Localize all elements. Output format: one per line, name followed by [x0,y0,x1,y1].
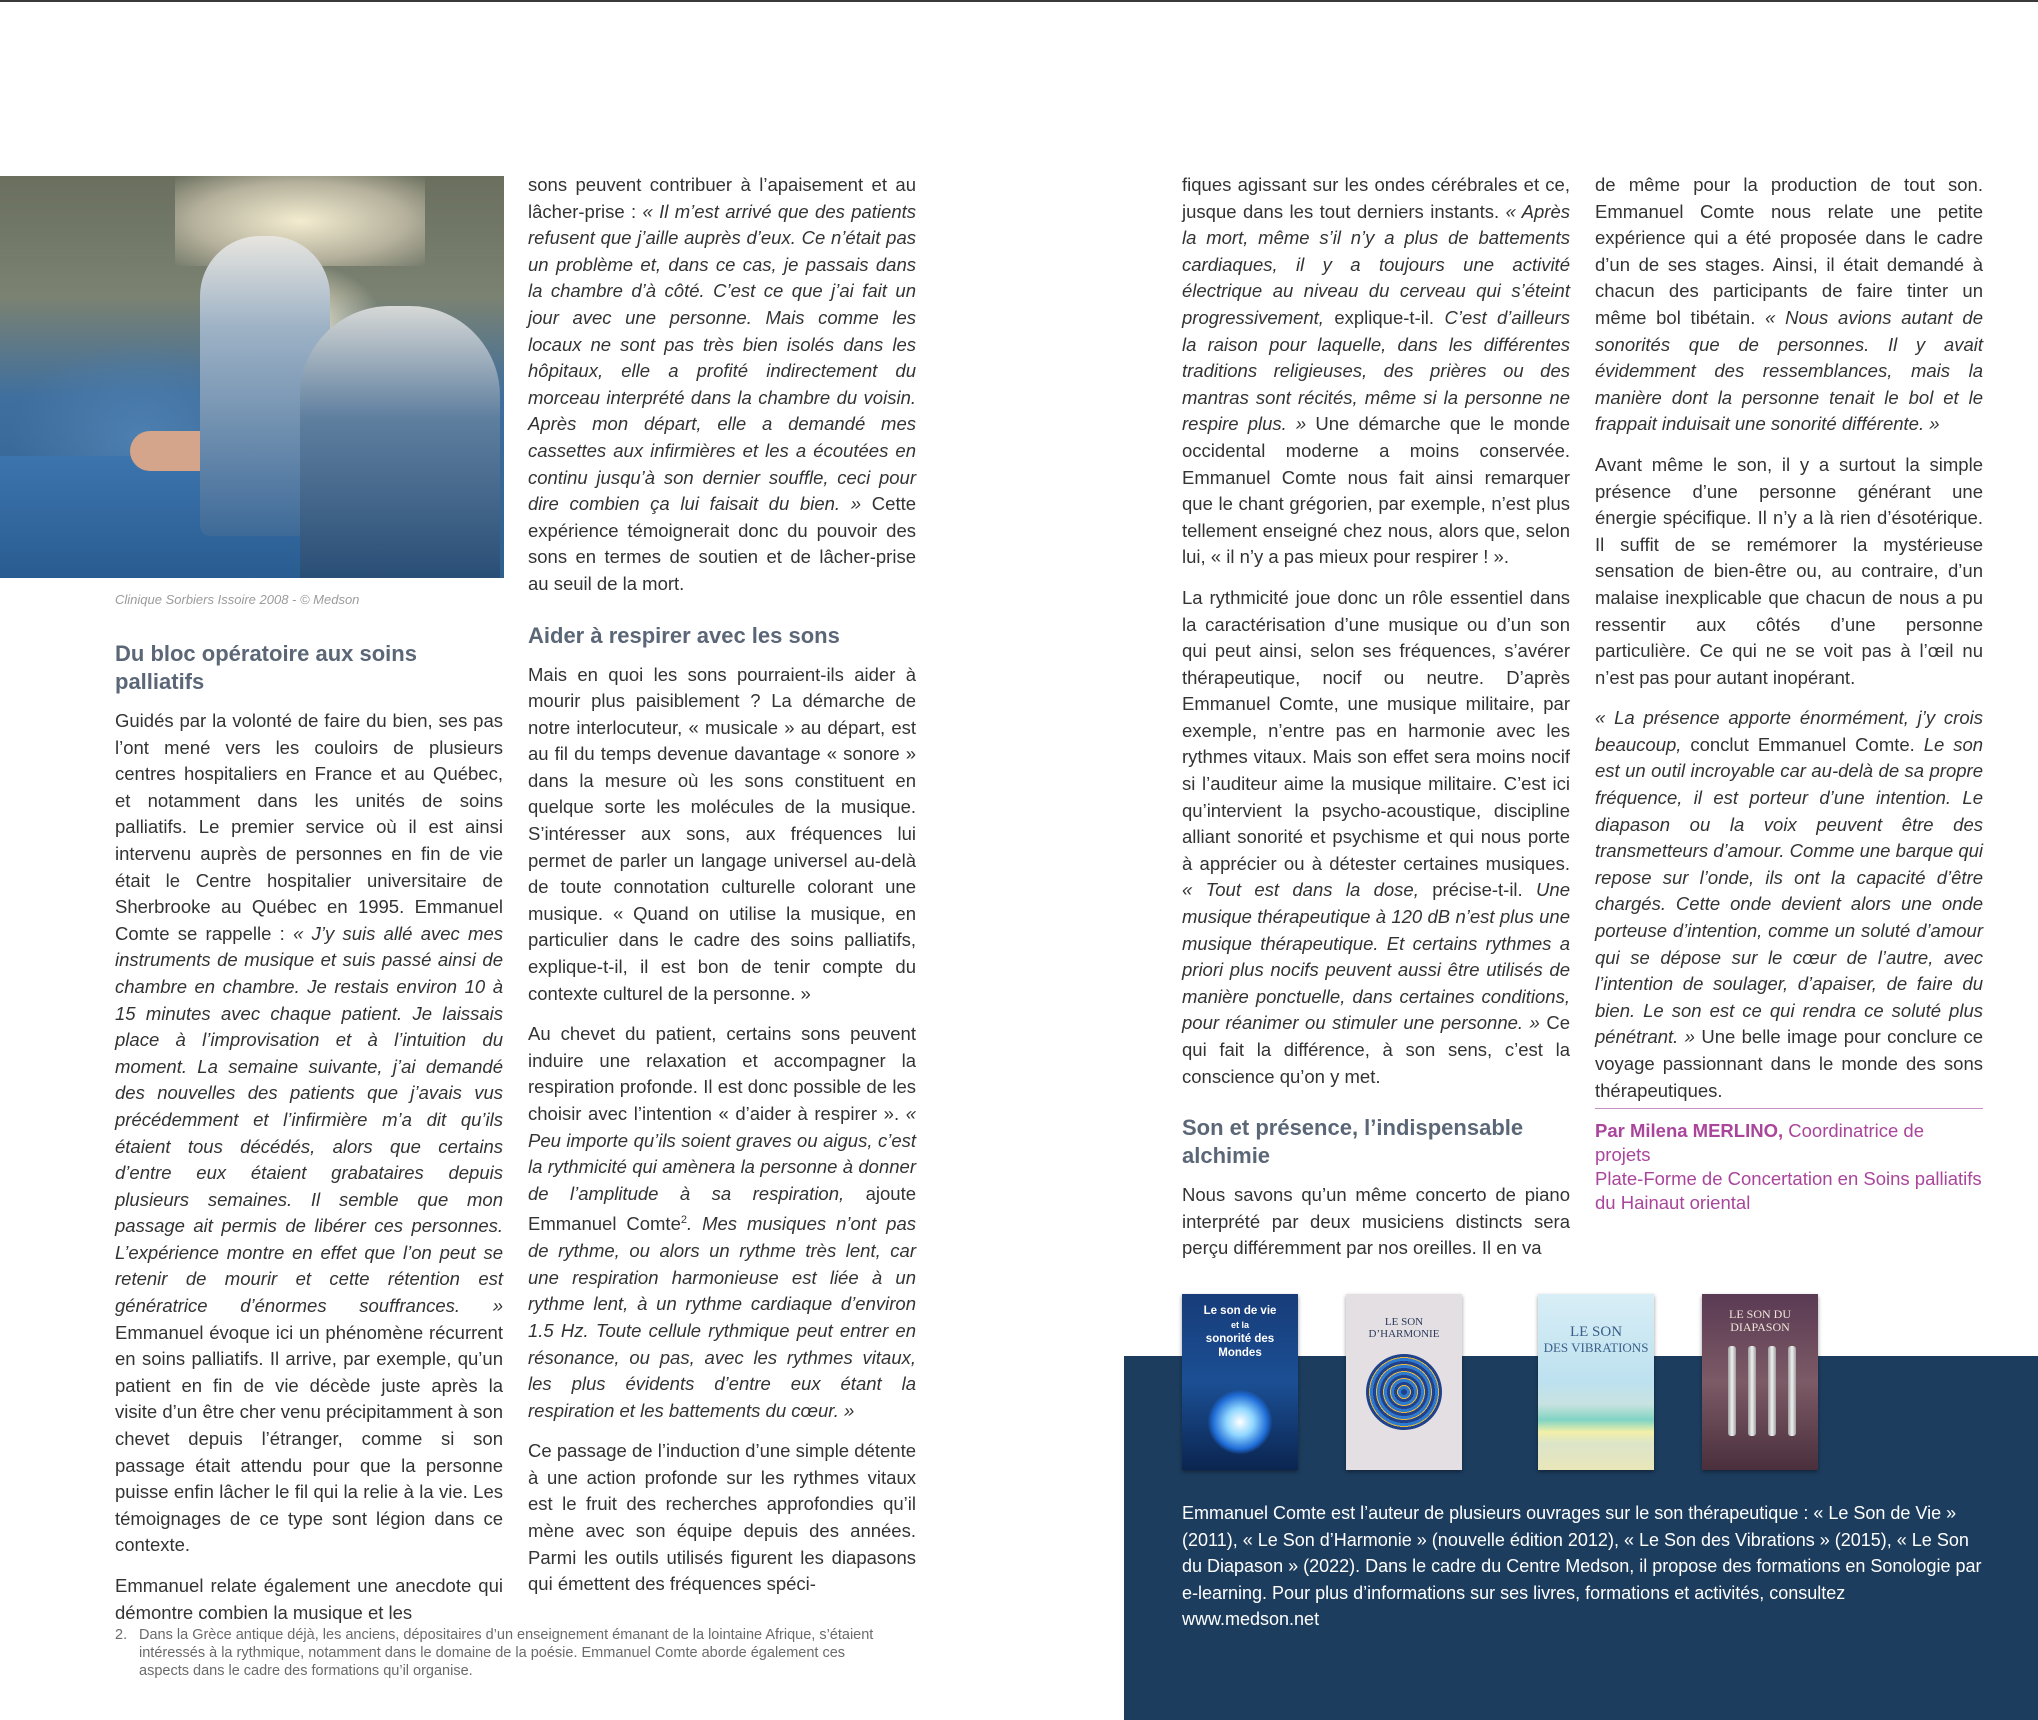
paragraph: sons peuvent contribuer à l’apaisement et au lâcher-prise : « Il m’est arrivé que des patients refusent que j’aille auprès d’eux. Ce n’était pas un problème et, dans ce cas, je passais dans la chambre d’à côté. C’est ce que j’ai fait un jour avec une personne. Mais comme les locaux ne sont pas très bien isolés dans les hôpitaux, elle a profité indirectement du morceau interprété dans la chambre du voisin. Après mon départ, elle a demandé mes cassettes aux infirmières et les a écoutées en continu jusqu’à son dernier souffle, ceci pour dire combien ça lui faisait du bien. » Cette expérience témoignerait donc du pouvoir des sons en termes de soutien et de lâcher-prise au seuil de la mort. [528,174,917,594]
quote: . Mes musiques n’ont pas de rythme, ou alors un rythme très lent, car une respiration harmonieuse est liée à un rythme lent, à un rythme cardiaque d’environ 1.5 Hz. Toute cellule rythmique peut entrer en résonance, ou pas, avec les rythmes vitaux, les plus évidents d’entre eux étant la respiration et les battements du cœur. » [528,1213,916,1421]
footnote-number: 2. [115,1627,128,1643]
paragraph: Au chevet du patient, certains sons peuvent induire une relaxation et accompagner la respiration profonde. Il est donc possible de les choisir avec l’intention « d’aider à respirer ». « Peu importe qu’ils soient graves ou aigus, c’est la rythmicité qui amènera la personne à donner de l’amplitude à sa respiration, ajoute Emmanuel Comte$^2$. Mes musiques n’ont pas de rythme, ou alors un rythme très lent, car une respiration harmonieuse est liée à un rythme lent, à un rythme cardiaque d’environ 1.5 Hz. Toute cellule rythmique peut entrer en résonance, ou pas, avec les rythmes vitaux, les plus évidents d’entre eux étant la respiration et les battements du cœur. » [528,1023,916,1421]
quote: « J’y suis allé avec mes instruments de musique et suis passé ainsi de chambre en chambre. Je restais environ 10 à 15 minutes avec chaque patient. Je laissais place à l’improvisation et à l’intuition du moment. La semaine suivante, j’ai demandé des nouvelles des patients que j’avais vus précédemment et l’infirmière m’a dit qu’ils étaient tous décédés, alors que certains d’entre eux étaient grabataires depuis plusieurs semaines. Il semble que mon passage ait permis de libérer ces personnes. L’expérience montre en effet que l’on peut se retenir de mourir et cette rétention est génératrice d’énormes souffrances. » [115,922,504,1317]
quote: « Peu importe qu’ils soient graves ou aigus, c’est la rythmicité qui amènera la personne à donner de l’amplitude à sa respiration, [528,1103,916,1204]
quote: C’est d’ailleurs la raison pour laquelle, dans les différentes traditions religieuses, des prières ou des mantras sont récités, même si la personne ne respire plus. » [1182,306,1571,435]
quote: « Tout est dans la dose, [1182,879,1419,901]
book-cover-son-vibrations [1538,1294,1654,1470]
orb-illustration [1208,1390,1272,1454]
footnote-ref: 2 [680,1214,687,1227]
column-3 [1182,172,1570,1276]
author-org: Plate-Forme de Concertation en Soins palliatifs du Hainaut oriental [1595,1168,1982,1213]
paragraph: Mais en quoi les sons pourraient-ils aider à mourir plus paisiblement ? La démarche de notre interlocuteur, « musicale » au départ, est au fil du temps devenue davantage « sonore » dans la mesure où les sons constituent en quelque sorte les molécules de la musique. S’intéresser aux sons, aux fréquences lui permet de parler un langage universel au-delà de toute connotation culturelle colorant une musique. « Quand on utilise la musique, en particulier dans le cadre des soins palliatifs, explique-t-il, il est bon de tenir compte du contexte culturel de la personne. » [528,663,916,1004]
quote: Une musique thérapeutique à 120 dB n’est plus une musique thérapeutique. Et certains rythmes a priori plus nocifs peuvent aussi être utilisés de manière ponctuelle, dans certaines conditions, pour réanimer ou stimuler une personne. » [1182,879,1570,1034]
paragraph: Avant même le son, il y a surtout la simple présence d’une personne générant une énergie spécifique. Il n’y a là rien d’ésotérique. Il suffit de se remémorer la mystérieuse sensation de bien-être ou, au contraire, d’un malaise inexplicable que chacun de nous a pu ressentir aux côtés d’une personne particulière. Ce qui ne se voit pas à l’œil nu n’est pas pour autant inopérant. [1595,453,1983,688]
section-heading: Du bloc opératoire aux soins palliatifs [115,641,417,694]
book-title: LE SON DES VIBRATIONS [1543,1324,1649,1355]
author-role: Coordinatrice de projets [1595,1120,1925,1165]
quote: « Il m’est arrivé que des patients refusent que j’aille auprès d’eux. Ce n’était pas un problème et, dans ce cas, je passais dans la chambre d’à côté. C’est ce que j’ai fait un jour avec une personne. Mais comme les locaux ne sont pas très bien isolés dans les hôpitaux, elle a profité indirectement du morceau interprété dans la chambre du voisin. Après mon départ, elle a demandé mes cassettes aux infirmières et les a écoutées en continu jusqu’à son dernier souffle, ceci pour dire combien ça lui faisait du bien. » [528,200,917,515]
quote: « La présence apporte énormément, j’y crois beaucoup, [1595,707,1983,755]
column-4 [1595,172,1983,1118]
tuning-fork-illustration [1788,1346,1796,1436]
top-rule [0,0,2038,2]
paragraph: Guidés par la volonté de faire du bien, ses pas l’ont mené vers les couloirs de plusieurs centres hospitaliers en France et au Québec, et notamment dans les unités de soins palliatifs. Le premier service où il est ainsi intervenu auprès de personnes en fin de vie était le Centre hospitalier universitaire de Sherbrooke au Québec en 1995. Emmanuel Comte se rappelle : « J’y suis allé avec mes instruments de musique et suis passé ainsi de chambre en chambre. Je restais environ 10 à 15 minutes avec chaque patient. Je laissais place à l’improvisation et à l’intuition du moment. La semaine suivante, j’ai demandé des nouvelles des patients que j’avais vus précédemment et l’infirmière m’a dit qu’ils étaient tous décédés, alors que certains d’entre eux étaient grabataires depuis plusieurs semaines. Il semble que mon passage ait permis de libérer ces personnes. L’expérience montre en effet que l’on peut se retenir de mourir et cette rétention est génératrice d’énormes souffrances. » Emmanuel évoque ici un phénomène récurrent en soins palliatifs. Il arrive, par exemple, qu’un patient en fin de vie décède juste après la visite d’un être cher venu précipitamment à son chevet depuis l’étranger, comme si son passage était attendu pour que la personne puisse enfin lâcher le fil qui la relie à la vie. Les témoignages de ce type sont légion dans ce contexte. [115,710,504,1556]
section-heading: Aider à respirer avec les sons [528,622,840,648]
author-blurb: Emmanuel Comte est l’auteur de plusieurs ouvrages sur le son thérapeutique : « Le Son de Vie » (2011), « Le Son d’Harmonie » (nouvelle édition 2012), « Le Son des Vibrations » (2015), « Le Son du Diapason » (2022). Dans le cadre du Centre Medson, il propose des formations en Sonologie par e-learning. Pour plus d’informations sur ses livres, formations et activités, consultez www.medson.net [1182,1503,1982,1629]
paragraph: Ce passage de l’induction d’une simple détente à une action profonde sur les rythmes vitaux est le fruit des recherches approfondies qu’il mène avec son équipe depuis des années. Parmi les outils utilisés figurent les diapasons qui émettent des fréquences spéci- [528,1440,916,1595]
paragraph: « La présence apporte énormément, j’y crois beaucoup, conclut Emmanuel Comte. Le son est un outil incroyable car au-delà de sa propre fréquence, il est porteur d’une intention. Le diapason ou la voix peuvent être des transmetteurs d’amour. Comme une barque qui repose sur l’onde, ils ont la capacité d’être chargés. Cette onde devient alors une onde porteuse d’intention, comme un soluté d’amour qui se dépose sur le cœur de l’autre, avec l’intention de soulager, d’apaiser, de faire du bien. Le son est ce qui rendra ce soluté plus pénétrant. » Une belle image pour conclure ce voyage passionnant dans le monde des sons thérapeutiques. [1595,707,1984,1101]
quote: Le son est un outil incroyable car au-delà de sa propre fréquence, il est porteur d’une intention. Le diapason ou la voix peuvent être des transmetteurs d’amour. Comme une barque qui repose sur l’onde, ils ont la capacité d’être chargés. Cette onde devient alors une onde porteuse d’intention, comme un soluté d’amour qui se dépose sur le cœur de l’autre, avec l’intention de soulager, d’apaiser, de faire du bien. Le son est ce qui rendra ce soluté plus pénétrant. » [1595,733,1984,1048]
author-signature [1595,1108,1983,1215]
quote: « Nous avions autant de sonorités que de personnes. Il y avait évidemment des ressemblances, mais la manière dont la personne tenait le bol et le frappait induisait une sonorité différente. » [1595,306,1983,435]
column-2 [528,172,916,1612]
book-title: Le son de vie et la sonorité des Mondes [1203,1305,1277,1359]
paragraph: Nous savons qu’un même concerto de piano interprété par deux musiciens distincts sera perçu différemment par nos oreilles. Il en va [1182,1184,1570,1259]
book-title: LE SON D’HARMONIE [1368,1316,1440,1340]
quote: « Après la mort, même s’il n’y a plus de battements cardiaques, il y a toujours une activité électrique au niveau du cerveau qui s’éteint progressivement, [1182,200,1571,328]
paragraph: La rythmicité joue donc un rôle essentiel dans la caractérisation d’une musique ou d’un son qui peut ainsi, selon ses fréquences, s’avérer thérapeutique, nocif ou neutre. D’après Emmanuel Comte, une musique militaire, par exemple, n’entre pas en harmonie avec les rythmes vitaux. Mais son effet sera moins nocif si l’auditeur aime la musique militaire. C’est ici qu’intervient la psycho-acoustique, discipline alliant sonorité et psychisme et qui nous porte à apprécier ou à détester certaines musiques. « Tout est dans la dose, précise-t-il. Une musique thérapeutique à 120 dB n’est plus une musique thérapeutique. Et certains rythmes a priori plus nocifs peuvent aussi être utilisés de manière ponctuelle, dans certaines conditions, pour réanimer ou stimuler une personne. » Ce qui fait la différence, à son sens, c’est la conscience qu’on y met. [1182,586,1571,1087]
column-1 [115,640,503,1640]
author-name: Par Milena MERLINO, [1595,1120,1784,1141]
book-cover-son-diapason [1702,1294,1818,1470]
labyrinth-illustration [1366,1354,1442,1430]
assistant-figure [300,306,500,578]
tuning-fork-illustration [1768,1346,1776,1436]
book-cover-son-de-vie [1182,1294,1298,1470]
tuning-fork-illustration [1748,1346,1756,1436]
paragraph: Emmanuel relate également une anecdote qui démontre combien la musique et les [115,1575,503,1623]
book-cover-son-harmonie [1346,1294,1462,1470]
footnote [115,1626,895,1680]
book-title: LE SON DU DIAPASON [1729,1307,1791,1334]
wave-illustration [1538,1404,1654,1444]
tuning-fork-illustration [1728,1346,1736,1436]
photo-caption: Clinique Sorbiers Issoire 2008 - © Medson [115,592,360,607]
section-heading: Son et présence, l’indispensable alchimie [1182,1115,1524,1169]
surgery-photo [0,176,504,578]
paragraph: de même pour la production de tout son. Emmanuel Comte nous relate une petite expérience qui a été proposée dans le cadre d’un de ses stages. Ainsi, il était demandé à chacun des participants de faire tinter un même bol tibétain. « Nous avions autant de sonorités que de personnes. Il y avait évidemment des ressemblances, mais la manière dont la personne tenait le bol et le frappait induisait une sonorité différente. » [1595,174,1983,435]
paragraph: fiques agissant sur les ondes cérébrales et ce, jusque dans les tout derniers instants. « Après la mort, même s’il n’y a plus de battements cardiaques, il y a toujours une activité électrique au niveau du cerveau qui s’éteint progressivement, explique-t-il. C’est d’ailleurs la raison pour laquelle, dans les différentes traditions religieuses, des prières ou des mantras sont récités, même si la personne ne respire plus. » Une démarche que le monde occidental moderne a moins conservée. Emmanuel Comte nous fait ainsi remarquer que le chant grégorien, par exemple, n’est plus tellement enseigné chez nous, alors que, selon lui, « il n’y a pas mieux pour respirer ! ». [1182,174,1571,568]
footnote-text: Dans la Grèce antique déjà, les anciens, dépositaires d’un enseignement émanant de la lointaine Afrique, s’étaient intéressés à la rythmique, notamment dans le domaine de la poésie. Emmanuel Comte aborde également ces aspects dans le cadre des formations qu’il organise. [139,1627,874,1679]
